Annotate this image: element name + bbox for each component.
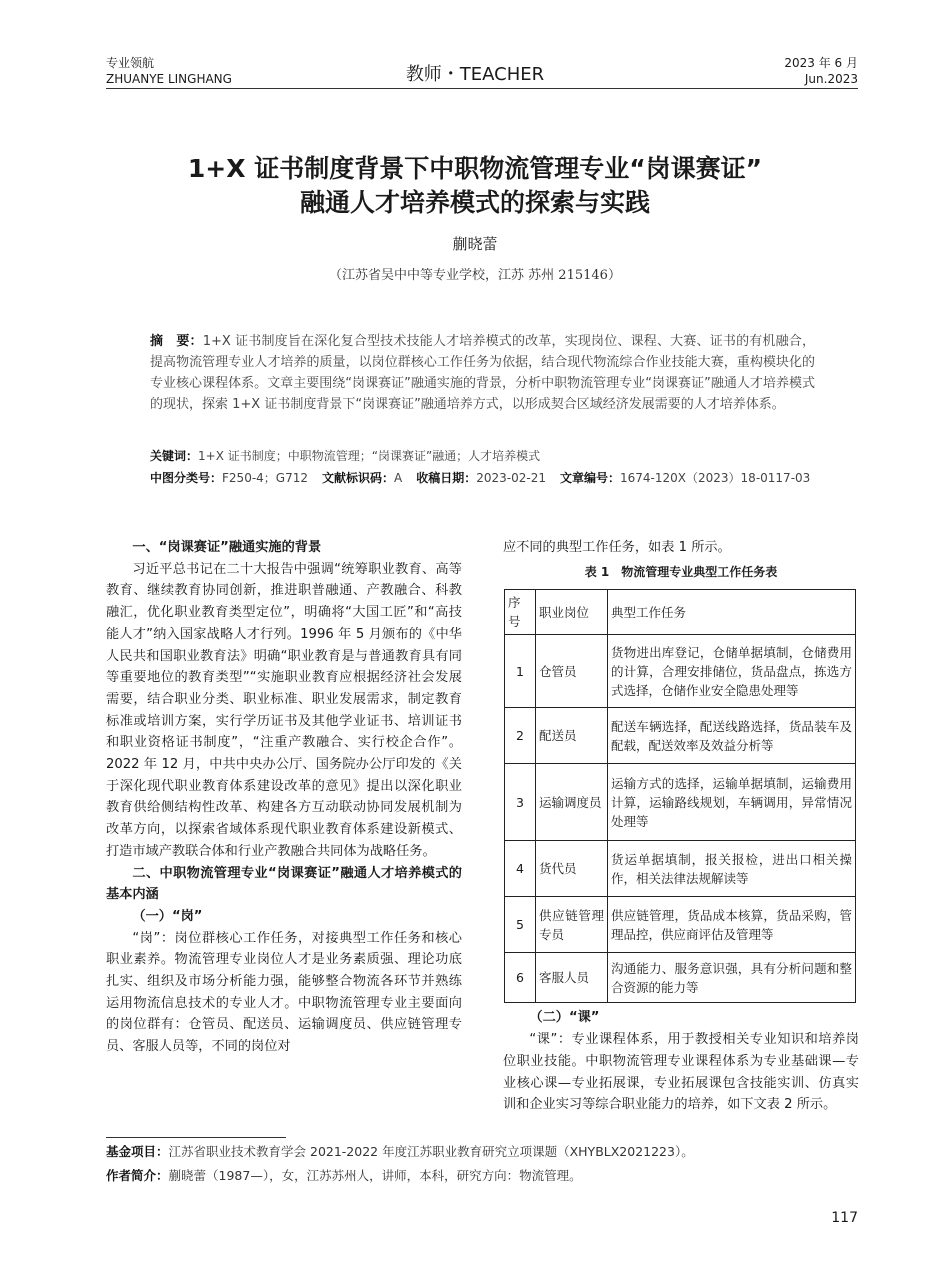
table-header-cell: 职业岗位: [536, 590, 608, 635]
table-cell-position: 客服人员: [536, 953, 608, 1003]
section-heading-2-text: 二、中职物流管理专业“岗课赛证”融通人才培养模式的基本内涵: [106, 865, 462, 903]
paragraph-ke: “课”：专业课程体系，用于教授相关专业知识和培养岗位职业技能。中职物流管理专业课程体系为专业基础课—专业核心课—专业拓展课，专业拓展课包含技能实训、仿真实训和企业实习等综合职业能力的培养，如下文表 2 所示。: [503, 1032, 859, 1113]
right-column: [503, 537, 859, 1116]
author-name: 蒯晓蕾: [452, 235, 498, 253]
footnote-divider: [106, 1137, 286, 1138]
paragraph-continued: 应不同的典型工作任务，如表 1 所示。: [503, 540, 731, 555]
abstract-text: 1+X 证书制度旨在深化复合型技术技能人才培养模式的改革，实现岗位、课程、大赛、证书的有机融合，提高物流管理专业人才培养的质量，以岗位群核心工作任务为依据，结合现代物流综合作业技能大赛，重构模块化的专业核心课程体系。文章主要围绕“岗课赛证”融通实施的背景，分析中职物流管理专业“岗课赛证”融通人才培养模式的现状，探索 1+X 证书制度背景下“岗课赛证”融通培养方式，以形成契合区域经济发展需要的人才培养体系。: [150, 334, 815, 412]
table-cell-position: 配送员: [536, 708, 608, 764]
section-heading-1: 一、“岗课赛证”融通实施的背景: [132, 540, 322, 555]
table-cell-tasks: 货物进出库登记，仓储单据填制，仓储费用的计算，合理安排储位，货品盘点，拣选方式选择，仓储作业安全隐患处理等: [608, 635, 856, 708]
title-line-2: 融通人才培养模式的探索与实践: [299, 188, 650, 217]
clc-label: 中图分类号：: [150, 471, 223, 485]
running-header-date: [784, 55, 858, 87]
paragraph-background: 习近平总书记在二十大报告中强调“统筹职业教育、高等教育、继续教育协同创新，推进职普融通、产教融合、科教融汇，优化职业教育类型定位”，明确将“大国工匠”和“高技能人才”纳入国家战略人才行列。1996 年 5 月颁布的《中华人民共和国职业教育法》明确“职业教育是与普通教育具有同等重要地位的教育类型”“实施职业教育应根据经济社会发展需要，结合职业分类、职业标准、职业发展需求，制定教育标准或培训方案，实行学历证书及其他学业证书、培训证书和职业资格证书制度”，“注重产教融合、实行校企合作”。2022 年 12 月，中共中央办公厅、国务院办公厅印发的《关于深化现代职业教育体系建设改革的意见》提出以深化职业教育供给侧结构性改革、构建各方互动联动协同发展机制为改革方向，以探索省域体系现代职业教育体系建设新模式、打造市域产教联合体和行业产教融合共同体为战略任务。: [106, 561, 462, 859]
table-caption: 表 1 物流管理专业典型工作任务表: [584, 564, 778, 579]
received-date-value: 2023-02-21: [476, 471, 546, 485]
running-header-title: 教师・TEACHER: [405, 64, 545, 85]
bio-label: 作者简介：: [106, 1168, 169, 1183]
subsection-heading-ke: （二）“课”: [529, 1010, 600, 1026]
date-en: Jun.2023: [804, 72, 858, 86]
author-affiliation: （江苏省吴中中等专业学校，江苏 苏州 215146）: [329, 268, 621, 283]
table-header-cell: 典型工作任务: [608, 590, 856, 635]
date-cn: 2023 年 6 月: [784, 56, 858, 70]
footnote-fund: [106, 1143, 866, 1161]
footnote-author-bio: [106, 1167, 866, 1185]
article-id-value: 1674-120X（2023）18-0117-03: [620, 471, 811, 485]
table-cell-number: 1: [505, 635, 536, 708]
article-title: [0, 152, 950, 220]
clc-value: F250-4；G712: [222, 471, 308, 485]
journal-name-cn: 专业领航: [106, 56, 155, 70]
table-row: [505, 841, 856, 897]
table-cell-number: 5: [505, 897, 536, 953]
table-row: [505, 897, 856, 953]
section-heading-2: [106, 863, 462, 906]
doc-code-label: 文献标识码：: [322, 471, 395, 485]
keywords-text: 1+X 证书制度；中职物流管理；“岗课赛证”融通；人才培养模式: [198, 449, 541, 463]
keywords: [150, 446, 850, 466]
table-cell-position: 运输调度员: [536, 764, 608, 841]
fund-label: 基金项目：: [106, 1144, 169, 1159]
table-cell-tasks: 沟通能力、服务意识强，具有分析问题和整合资源的能力等: [608, 953, 856, 1003]
table-cell-number: 6: [505, 953, 536, 1003]
task-table: [504, 589, 856, 1003]
article-id-label: 文章编号：: [560, 471, 621, 485]
title-line-1: 1+X 证书制度背景下中职物流管理专业“岗课赛证”: [187, 154, 763, 183]
table-cell-number: 2: [505, 708, 536, 764]
journal-name-en: ZHUANYE LINGHANG: [106, 72, 232, 86]
received-date-label: 收稿日期：: [416, 471, 477, 485]
table-row: [505, 764, 856, 841]
abstract: [150, 331, 815, 415]
table-cell-position: 货代员: [536, 841, 608, 897]
table-row: [505, 635, 856, 708]
header-divider: [106, 88, 858, 89]
table-cell-number: 4: [505, 841, 536, 897]
table-cell-position: 供应链管理专员: [536, 897, 608, 953]
bio-text: 蒯晓蕾（1987—），女，江苏苏州人，讲师，本科，研究方向：物流管理。: [168, 1168, 582, 1183]
table-header-row: [505, 590, 856, 635]
doc-code-value: A: [394, 471, 403, 485]
table-cell-tasks: 运输方式的选择，运输单据填制，运输费用计算，运输路线规划，车辆调用，异常情况处理等: [608, 764, 856, 841]
abstract-label: 摘 要：: [150, 334, 203, 349]
paragraph-gang: “岗”：岗位群核心工作任务，对接典型工作任务和核心职业素养。物流管理专业岗位人才是业务素质强、理论功底扎实、组织及市场分析能力强，能够整合物流各环节并熟练运用物流信息技术的专业人才。中职物流管理专业主要面向的岗位群有：仓管员、配送员、运输调度员、供应链管理专员、客服人员等，不同的岗位对: [106, 930, 462, 1055]
table-cell-position: 仓管员: [536, 635, 608, 708]
table-cell-tasks: 货运单据填制，报关报检，进出口相关操作，相关法律法规解读等: [608, 841, 856, 897]
left-column: [106, 537, 462, 1058]
table-cell-tasks: 配送车辆选择，配送线路选择，货品装车及配载，配送效率及效益分析等: [608, 708, 856, 764]
table-header-cell: 序号: [505, 590, 536, 635]
keywords-label: 关键词：: [150, 449, 199, 463]
subsection-heading-gang: （一）“岗”: [132, 908, 203, 924]
table-cell-number: 3: [505, 764, 536, 841]
fund-text: 江苏省职业技术教育学会 2021-2022 年度江苏职业教育研究立项课题（XHYBLX2021223）。: [168, 1144, 694, 1159]
table-row: [505, 953, 856, 1003]
table-cell-tasks: 供应链管理，货品成本核算，货品采购，管理品控，供应商评估及管理等: [608, 897, 856, 953]
page-number: 117: [831, 1210, 858, 1226]
classification-line: [150, 468, 850, 488]
table-row: [505, 708, 856, 764]
